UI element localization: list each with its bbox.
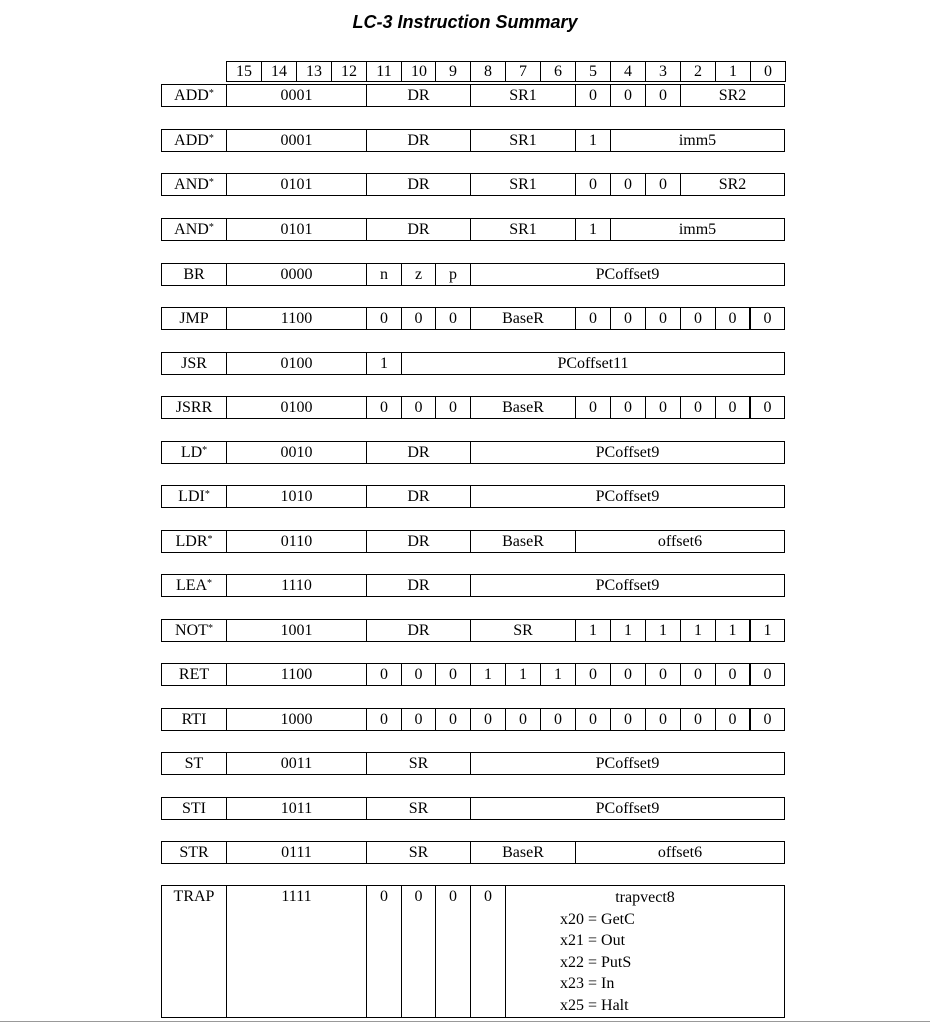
trapvect8-label: trapvect8 — [615, 889, 675, 906]
encoding-field: 0 — [750, 663, 785, 686]
encoding-field: p — [435, 263, 471, 286]
encoding-field: 1 — [645, 619, 681, 642]
encoding-field: n — [366, 263, 402, 286]
encoding-field: 0 — [435, 708, 471, 731]
encoding-field: PCoffset9 — [470, 574, 785, 597]
encoding-field: 0001 — [226, 84, 367, 107]
encoding-field: 1110 — [226, 574, 367, 597]
encoding-field: 0 — [575, 84, 611, 107]
encoding-field: SR2 — [680, 84, 785, 107]
encoding-field: 0 — [401, 885, 436, 1018]
encoding-field: 0 — [435, 307, 471, 330]
encoding-field: 1 — [540, 663, 576, 686]
encoding-field: SR — [366, 841, 471, 864]
encoding-field: 1 — [750, 619, 785, 642]
encoding-field: 0100 — [226, 352, 367, 375]
encoding-field: 0 — [715, 708, 750, 731]
encoding-field: 0 — [715, 663, 750, 686]
encoding-field: 0 — [645, 708, 681, 731]
encoding-field: PCoffset9 — [470, 441, 785, 464]
encoding-field: DR — [366, 485, 471, 508]
encoding-field: 0 — [610, 708, 646, 731]
encoding-field: 1001 — [226, 619, 367, 642]
encoding-field: 1010 — [226, 485, 367, 508]
instruction-mnemonic: JSR — [181, 354, 207, 372]
encoding-field: 0 — [575, 663, 611, 686]
encoding-field: DR — [366, 574, 471, 597]
encoding-field: SR1 — [470, 129, 576, 152]
bit-number-header: 7 — [505, 61, 541, 82]
encoding-field: 0 — [645, 307, 681, 330]
trap-vector-entry: x23 = In — [560, 975, 615, 992]
encoding-field: 0 — [401, 396, 436, 419]
bit-number-header: 12 — [331, 61, 367, 82]
encoding-field: imm5 — [610, 129, 785, 152]
encoding-field: 0 — [366, 708, 402, 731]
encoding-field: 0 — [366, 307, 402, 330]
encoding-field: DR — [366, 173, 471, 196]
encoding-field: 0 — [750, 708, 785, 731]
instruction-name — [161, 797, 227, 820]
encoding-field: 0 — [645, 663, 681, 686]
encoding-field: SR2 — [680, 173, 785, 196]
encoding-field: 0 — [575, 708, 611, 731]
encoding-field: 1 — [470, 663, 506, 686]
bit-number-header: 8 — [470, 61, 506, 82]
instruction-mnemonic: LD — [180, 443, 203, 461]
instruction-name: LEA * — [161, 574, 227, 597]
encoding-field: 0001 — [226, 129, 367, 152]
encoding-field: 1 — [505, 663, 541, 686]
instruction-name — [161, 752, 227, 775]
encoding-field: 0 — [366, 396, 402, 419]
bit-number-header: 11 — [366, 61, 402, 82]
bit-number-header: 10 — [401, 61, 437, 82]
instruction-mnemonic: LDR — [175, 532, 208, 550]
encoding-field: 0 — [610, 173, 646, 196]
encoding-field: BaseR — [470, 841, 576, 864]
trap-vector-entry: x21 = Out — [560, 932, 626, 949]
instruction-name: ADD * — [161, 84, 227, 107]
encoding-field: DR — [366, 218, 471, 241]
encoding-field: 0 — [645, 173, 681, 196]
encoding-field: 0011 — [226, 752, 367, 775]
instruction-name — [161, 263, 227, 286]
instruction-mnemonic: STR — [179, 843, 209, 861]
encoding-field: PCoffset9 — [470, 752, 785, 775]
encoding-field: 0 — [610, 663, 646, 686]
instruction-name: AND * — [161, 173, 227, 196]
encoding-field: SR — [470, 619, 576, 642]
encoding-field: 0 — [750, 396, 785, 419]
instruction-name: LDR * — [161, 530, 227, 553]
encoding-field: DR — [366, 441, 471, 464]
bit-number-header: 9 — [435, 61, 471, 82]
encoding-field: PCoffset9 — [470, 485, 785, 508]
instruction-mnemonic: LEA — [175, 576, 208, 594]
instruction-name — [161, 396, 227, 419]
instruction-name: TRAP — [161, 885, 227, 1018]
encoding-field: 0111 — [226, 841, 367, 864]
instruction-name — [161, 352, 227, 375]
encoding-field: 0 — [610, 396, 646, 419]
encoding-field: 1 — [575, 218, 611, 241]
encoding-field: 0101 — [226, 218, 367, 241]
instruction-name: NOT * — [161, 619, 227, 642]
encoding-field: 1 — [715, 619, 750, 642]
encoding-field: 0 — [470, 885, 506, 1018]
encoding-field: 0 — [540, 708, 576, 731]
encoding-field: 1011 — [226, 797, 367, 820]
encoding-field: 0 — [575, 396, 611, 419]
instruction-mnemonic: LDI — [178, 487, 205, 505]
encoding-field: SR — [366, 797, 471, 820]
encoding-field: 0100 — [226, 396, 367, 419]
encoding-field: PCoffset11 — [401, 352, 785, 375]
encoding-field: 0010 — [226, 441, 367, 464]
encoding-field: 1 — [610, 619, 646, 642]
encoding-field: 0 — [435, 885, 471, 1018]
encoding-field: 0 — [401, 708, 436, 731]
trap-vector-entry: x25 = Halt — [560, 996, 629, 1014]
instruction-mnemonic: ADD — [174, 131, 209, 149]
instruction-name — [161, 708, 227, 731]
encoding-field: 1100 — [226, 663, 367, 686]
encoding-field: SR1 — [470, 173, 576, 196]
instruction-mnemonic: STI — [182, 799, 206, 817]
encoding-field: 1111 — [226, 885, 367, 1018]
encoding-field: BaseR — [470, 530, 576, 553]
encoding-field: 0 — [575, 307, 611, 330]
instruction-mnemonic: NOT — [175, 621, 208, 639]
instruction-mnemonic: AND — [174, 175, 209, 193]
encoding-field: SR — [366, 752, 471, 775]
encoding-field: 0 — [401, 307, 436, 330]
encoding-field: 0110 — [226, 530, 367, 553]
encoding-field: 0 — [470, 708, 506, 731]
encoding-field: 0 — [505, 708, 541, 731]
encoding-field: SR1 — [470, 218, 576, 241]
encoding-field: DR — [366, 129, 471, 152]
encoding-field: 0 — [575, 173, 611, 196]
bit-number-header: 0 — [750, 61, 786, 82]
page-title: LC-3 Instruction Summary — [352, 12, 578, 32]
encoding-field: offset6 — [575, 530, 785, 553]
instruction-name — [161, 663, 227, 686]
bit-number-header: 5 — [575, 61, 611, 82]
encoding-field: imm5 — [610, 218, 785, 241]
encoding-field: 0 — [645, 84, 681, 107]
encoding-field: 0 — [715, 396, 750, 419]
instruction-name — [161, 841, 227, 864]
encoding-field: 0 — [715, 307, 750, 330]
instruction-mnemonic: RTI — [181, 710, 207, 728]
trap-vector-field — [505, 885, 785, 1018]
encoding-field: DR — [366, 530, 471, 553]
bit-number-header: 14 — [261, 61, 297, 82]
instruction-mnemonic: JSRR — [175, 398, 213, 416]
bit-number-header: 13 — [296, 61, 332, 82]
bit-number-header: 3 — [645, 61, 681, 82]
encoding-field: 0 — [435, 663, 471, 686]
trap-vector-entry: x20 = GetC — [560, 910, 635, 928]
encoding-field: DR — [366, 619, 471, 642]
encoding-field: 0000 — [226, 263, 367, 286]
encoding-field: 1 — [680, 619, 716, 642]
encoding-field: 1100 — [226, 307, 367, 330]
bit-number-header: 15 — [226, 61, 262, 82]
instruction-name: LDI * — [161, 485, 227, 508]
instruction-name: ADD * — [161, 129, 227, 152]
trap-vector-entry: x22 = PutS — [560, 953, 632, 971]
encoding-field: 0 — [680, 708, 716, 731]
encoding-field: 0 — [401, 663, 436, 686]
encoding-field: 0 — [680, 396, 716, 419]
instruction-mnemonic: JMP — [179, 309, 209, 327]
encoding-field: BaseR — [470, 307, 576, 330]
encoding-field: 0 — [750, 307, 785, 330]
encoding-field: 0 — [435, 396, 471, 419]
encoding-field: z — [401, 263, 436, 286]
instruction-mnemonic: AND — [174, 220, 209, 238]
bit-number-header: 2 — [680, 61, 716, 82]
instruction-name — [161, 307, 227, 330]
instruction-name: LD * — [161, 441, 227, 464]
encoding-field: 0 — [366, 885, 402, 1018]
instruction-mnemonic: RET — [178, 665, 210, 683]
encoding-field: 1000 — [226, 708, 367, 731]
bit-number-header: 4 — [610, 61, 646, 82]
encoding-field: 0 — [680, 663, 716, 686]
encoding-field: 1 — [366, 352, 402, 375]
encoding-field: PCoffset9 — [470, 263, 785, 286]
encoding-field: 0 — [680, 307, 716, 330]
bit-number-header: 1 — [715, 61, 751, 82]
instruction-name: AND * — [161, 218, 227, 241]
encoding-field: 0 — [610, 307, 646, 330]
encoding-field: BaseR — [470, 396, 576, 419]
instruction-mnemonic: ADD — [174, 86, 209, 104]
encoding-field: 0 — [610, 84, 646, 107]
instruction-mnemonic: ST — [184, 754, 204, 772]
encoding-field: 0101 — [226, 173, 367, 196]
encoding-field: DR — [366, 84, 471, 107]
encoding-field: SR1 — [470, 84, 576, 107]
encoding-field: 1 — [575, 619, 611, 642]
encoding-field: 1 — [575, 129, 611, 152]
instruction-mnemonic: BR — [183, 265, 205, 283]
bit-number-header: 6 — [540, 61, 576, 82]
encoding-field: PCoffset9 — [470, 797, 785, 820]
encoding-field: offset6 — [575, 841, 785, 864]
bottom-divider — [0, 1021, 930, 1022]
encoding-field: 0 — [366, 663, 402, 686]
encoding-field: 0 — [645, 396, 681, 419]
